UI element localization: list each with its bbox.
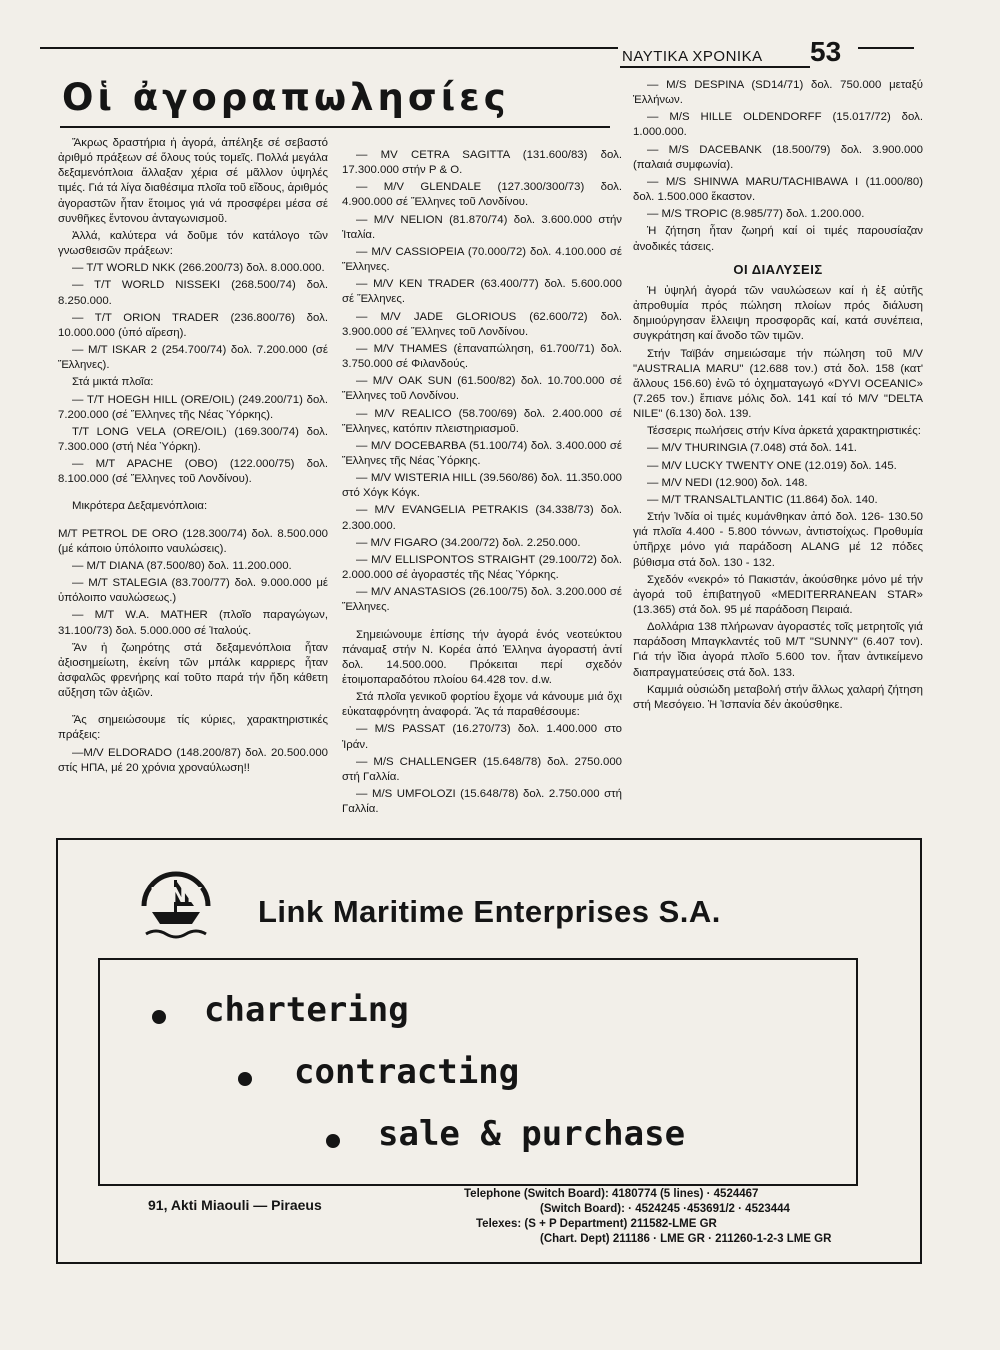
sale-entry: — M/V WISTERIA HILL (39.560/86) δολ. 11.350.000 στό Χόγκ Κόγκ. [342, 472, 622, 500]
subheading: Μικρότερα Δεξαμενόπλοια: [72, 500, 208, 513]
sale-entry: — M/V THURINGIA (7.048) στά δολ. 141. [647, 442, 857, 455]
service-contracting: contracting [294, 1052, 520, 1092]
magazine-name: ΝΑΥΤΙΚΑ ΧΡΟΝΙΚΑ [622, 48, 763, 65]
paragraph: Ἄς σημειώσουμε τίς κύριες, χαρακτηριστικές πράξεις: [58, 714, 328, 742]
sale-entry: — M/V JADE GLORIOUS (62.600/72) δολ. 3.900.000 σέ Ἕλληνες τοῦ Λονδίνου. [342, 310, 622, 338]
sale-entry: — T/T WORLD NKK (266.200/73) δολ. 8.000.000. [72, 262, 325, 275]
sale-entry: — M/V ANASTASIOS (26.100/75) δολ. 3.200.000 σέ Ἕλληνες. [342, 586, 622, 614]
company-address: 91, Akti Miaouli — Piraeus [148, 1197, 322, 1213]
article-title: Οἱ ἀγοραπωλησίες [62, 76, 510, 119]
paragraph: Ἀλλά, καλύτερα νά δοῦμε τόν κατάλογο τῶν γνωσθεισῶν πράξεων: [58, 229, 328, 258]
sale-entry: — M/V NELION (81.870/74) δολ. 3.600.000 στήν Ἰταλία. [342, 213, 622, 241]
paragraph: Τέσσερις πωλήσεις στήν Κίνα ἀρκετά χαρακτηριστικές: [647, 425, 921, 438]
sale-entry: — M/V OAK SUN (61.500/82) δολ. 10.700.000 σέ Ἕλληνες τοῦ Λονδίνου. [342, 375, 622, 403]
sale-entry: — M/S CHALLENGER (15.648/78) δολ. 2750.000 στή Γαλλία. [342, 755, 622, 783]
advertisement [56, 838, 922, 1264]
company-name: Link Maritime Enterprises S.A. [258, 894, 721, 929]
sale-entry: — M/V CASSIOPEIA (70.000/72) δολ. 4.100.000 σέ Ἕλληνες. [342, 245, 622, 274]
paragraph: Σχεδόν «νεκρό» τό Πακιστάν, ἀκούσθηκε μόνο μέ τήν ἀγορά τοῦ ἐπιβατηγοῦ «MEDITERRANEAN STAR» (13.365) στά δολ. 95 μέ παράδοση Πειραιά. [633, 573, 923, 616]
bullet-icon [152, 1010, 166, 1024]
page-number: 53 [810, 36, 842, 67]
article-column-2 [342, 148, 622, 819]
section-heading-demolitions: ΟΙ ΔΙΑΛΥΣΕΙΣ [733, 261, 823, 277]
sale-entry: — M/V REALICO (58.700/69) δολ. 2.400.000 σέ Ἕλληνες, κατόπιν πλειστηριασμοῦ. [342, 407, 622, 435]
sale-entry: — M/T W.A. MATHER (πλοῖο παραγώγων, 31.100/73) δολ. 5.000.000 σέ Ἰταλούς. [58, 609, 328, 637]
contact-line: Telephone (Switch Board): 4180774 (5 lines) · 4524467 [464, 1188, 759, 1200]
paragraph: Ἡ ζήτηση ἦταν ζωηρή καί οἱ τιμές παρουσίαζαν ἀνοδικές τάσεις. [633, 225, 923, 253]
bullet-icon [326, 1134, 340, 1148]
sale-entry: — M/T ISKAR 2 (254.700/74) δολ. 7.200.000 (σέ Ἕλληνες). [58, 344, 328, 372]
sale-entry: — M/S HILLE OLDENDORFF (15.017/72) δολ. 1.000.000. [633, 111, 923, 139]
service-chartering: chartering [204, 990, 409, 1030]
contact-line: (Switch Board): · 4524245 ·453691/2 · 4523444 [540, 1203, 790, 1215]
services-box [98, 958, 858, 1186]
sale-entry: — T/T WORLD NISSEKI (268.500/74) δολ. 8.250.000. [58, 279, 328, 307]
paragraph: Ἡ ὑψηλή ἀγορά τῶν ναυλώσεων καί ἡ ἐξ αὐτῆς ἀπροθυμία πρός πώληση πλοίων πρός διάλυση δημιούργησαν ἔλλειψη προσφορᾶς καί, κατά συνέπεια, συγκράτηση καί ἄνοδο τῶν τιμῶν. [633, 284, 923, 343]
header-rule-right [858, 47, 914, 49]
sale-entry: — M/V DOCEBARBA (51.100/74) δολ. 3.400.000 σέ Ἕλληνες τῆς Νέας Ὑόρκης. [342, 439, 622, 467]
bullet-icon [238, 1072, 252, 1086]
sale-entry: — MV CETRA SAGITTA (131.600/83) δολ. 17.300.000 στήν P & O. [342, 149, 622, 177]
sale-entry: — M/S DACEBANK (18.500/79) δολ. 3.900.000 (παλαιά συμφωνία). [633, 143, 923, 171]
title-underline [60, 126, 610, 128]
article-column-1 [58, 136, 328, 778]
sale-entry: — M/S PASSAT (16.270/73) δολ. 1.400.000 στο Ἰράν. [342, 723, 622, 751]
paragraph: Σημειώνουμε ἐπίσης τήν ἀγορά ἑνός νεοτεύκτου πάναμαξ στήν Ν. Κορέα ἀπό Ἑλληνα ἀγοραστή ἀντί δολ. 14.500.000. Πρόκειται περί σχεδόν ἑτοιμοπαραδότου πλοίου 64.428 τον. d.w. [342, 628, 622, 686]
paragraph: Στήν Ἰνδία οἱ τιμές κυμάνθηκαν ἀπό δολ. 126- 130.50 γιά πλοῖα 4.400 - 5.800 τόννων, ἀντιστοίχως. Προθυμία ὑπῆρχε μόνο γιά παράδοση ALANG μέ 12 πόδες βύθισμα στά δολ. 130 - 132. [633, 511, 923, 569]
sale-entry: — M/T TRANSALTLANTIC (11.864) δολ. 140. [647, 493, 878, 506]
sale-entry: — M/S TROPIC (8.985/77) δολ. 1.200.000. [647, 208, 865, 221]
paragraph: Καμμιά οὐσιώδη μεταβολή στήν ἄλλως χαλαρή ζήτηση στή Μεσόγειο. Ἡ Ἰσπανία δέν ἀκούσθηκε. [633, 683, 923, 711]
sale-entry: — M/V LUCKY TWENTY ONE (12.019) δολ. 145. [647, 459, 897, 472]
sale-entry: M/T PETROL DE ORO (128.300/74) δολ. 8.500.000 (μέ κάποιο ὑπόλοιπο ναυλώσεις). [58, 527, 328, 555]
sale-entry: — M/V ELLISPONTOS STRAIGHT (29.100/72) δολ. 2.000.000 σέ ἀγοραστές τῆς Νέας Ὑόρκης. [342, 553, 622, 582]
sale-entry: — M/V NEDI (12.900) δολ. 148. [647, 476, 808, 489]
paragraph: Ἄν ἡ ζωηρότης στά δεξαμενόπλοια ἦταν ἀξιοσημείωτη, ἐκείνη τῶν μπάλκ καρριερς ἦταν ἀσφαλῶς φρενήρης καί τοῦτο παρά τήν ἤδη κάθετη αὔξηση τῶν ἀξιῶν. [58, 641, 328, 700]
sale-entry: —M/V ELDORADO (148.200/87) δολ. 20.500.000 στίς ΗΠΑ, μέ 20 χρόνια χροναύλωση!! [58, 746, 328, 774]
sale-entry: T/T LONG VELA (ORE/OIL) (169.300/74) δολ. 7.300.000 (στή Νέα Ὑόρκη). [58, 425, 328, 453]
header-underline [620, 66, 810, 68]
logo-text: LINK [149, 883, 203, 907]
sale-entry: — M/V GLENDALE (127.300/300/73) δολ. 4.900.000 σέ Ἕλληνες τοῦ Λονδίνου. [342, 181, 622, 209]
paragraph: Στά πλοῖα γενικοῦ φορτίου ἔχομε νά κάνουμε μιά ὄχι εὐκαταφρόνητη ἀναφορά. Ἄς τά παραθέσουμε: [342, 691, 622, 719]
contact-line: Telexes: (S + P Department) 211582-LME GR [476, 1218, 717, 1230]
paragraph: Στήν Ταϊβάν σημειώσαμε τήν πώληση τοῦ M/V "AUSTRALIA MARU" (12.688 τον.) στά δολ. 158 (κατ' ἄλλους 156.60) ἐνῶ τό ὀχηματαγωγό «DYVI OCEANIC» (7.265 τον.) ἔπιανε μόλις δολ. 141 καί τό M/V "DELTA NILE" (6.130) δολ. 139. [633, 347, 923, 421]
contact-line: (Chart. Dept) 211186 · LME GR · 211260-1-2-3 LME GR [540, 1233, 832, 1245]
paragraph: Ἄκρως δραστήρια ἡ ἀγορά, ἀπέληξε σέ σεβαστό ἀριθμό πράξεων σέ ὅλους τούς τομεῖς. Πολλά μεγάλα δεξαμενόπλοια ἄλλαξαν χέρια σέ μᾶλλον ὑψηλές τιμές. Γιά τά λίγα διαθέσιμα πλοῖα τοῦ εἴδους, ἀριθμός ἀγοραστῶν ἦταν ἕτοιμος γιά νά προσφέρει μέσα σέ συνθῆκες ἔντονου ἀνταγωνισμοῦ. [58, 137, 328, 225]
contact-details [464, 1187, 831, 1247]
sale-entry: — M/V THAMES (ἐπαναπώληση, 61.700/71) δολ. 3.750.000 σέ Φιλανδούς. [342, 342, 622, 371]
sale-entry: — M/V KEN TRADER (63.400/77) δολ. 5.600.000 σέ Ἕλληνες. [342, 278, 622, 306]
sale-entry: — M/S SHINWA MARU/TACHIBAWA I (11.000/80) δολ. 1.500.000 ἕκαστον. [633, 175, 923, 204]
sale-entry: — M/T STALEGIA (83.700/77) δολ. 9.000.000 μέ ὑπόλοιπο ναυλώσεως.) [58, 577, 328, 605]
sale-entry: — M/V EVANGELIA PETRAKIS (34.338/73) δολ. 2.300.000. [342, 504, 622, 532]
header-rule-left [40, 47, 618, 49]
sale-entry: — T/T ORION TRADER (236.800/76) δολ. 10.000.000 (ὑπό αἵρεση). [58, 311, 328, 339]
sale-entry: — M/T APACHE (OBO) (122.000/75) δολ. 8.100.000 (σέ Ἕλληνες τοῦ Λονδίνου). [58, 458, 328, 486]
sale-entry: — M/V FIGARO (34.200/72) δολ. 2.250.000. [356, 536, 581, 549]
article-column-3 [633, 78, 923, 715]
paragraph: Δολλάρια 138 πλήρωναν ἀγοραστές τοῖς μετρητοῖς γιά παράδοση Μπαγκλαντές τοῦ M/T "SUNNY" (6.407 τον). Γιά τήν ἴδια ἀγορά πλοῖο 5.600 τον. ἦταν ἀντικείμενο διαπραγματεύσεις στά δολ. 133. [633, 621, 923, 679]
sale-entry: — M/T DIANA (87.500/80) δολ. 11.200.000. [72, 559, 292, 572]
sale-entry: — M/S UMFOLOZI (15.648/78) δολ. 2.750.000 στή Γαλλία. [342, 788, 622, 816]
link-logo-icon [134, 862, 218, 946]
sale-entry: — T/T HOEGH HILL (ORE/OIL) (249.200/71) δολ. 7.200.000 (σέ Ἕλληνες τῆς Νέας Ὑόρκης). [58, 393, 328, 421]
service-sale-purchase: sale & purchase [378, 1114, 686, 1154]
sale-entry: — M/S DESPINA (SD14/71) δολ. 750.000 μεταξύ Ἑλλήνων. [633, 79, 923, 107]
subheading: Στά μικτά πλοῖα: [72, 376, 154, 389]
